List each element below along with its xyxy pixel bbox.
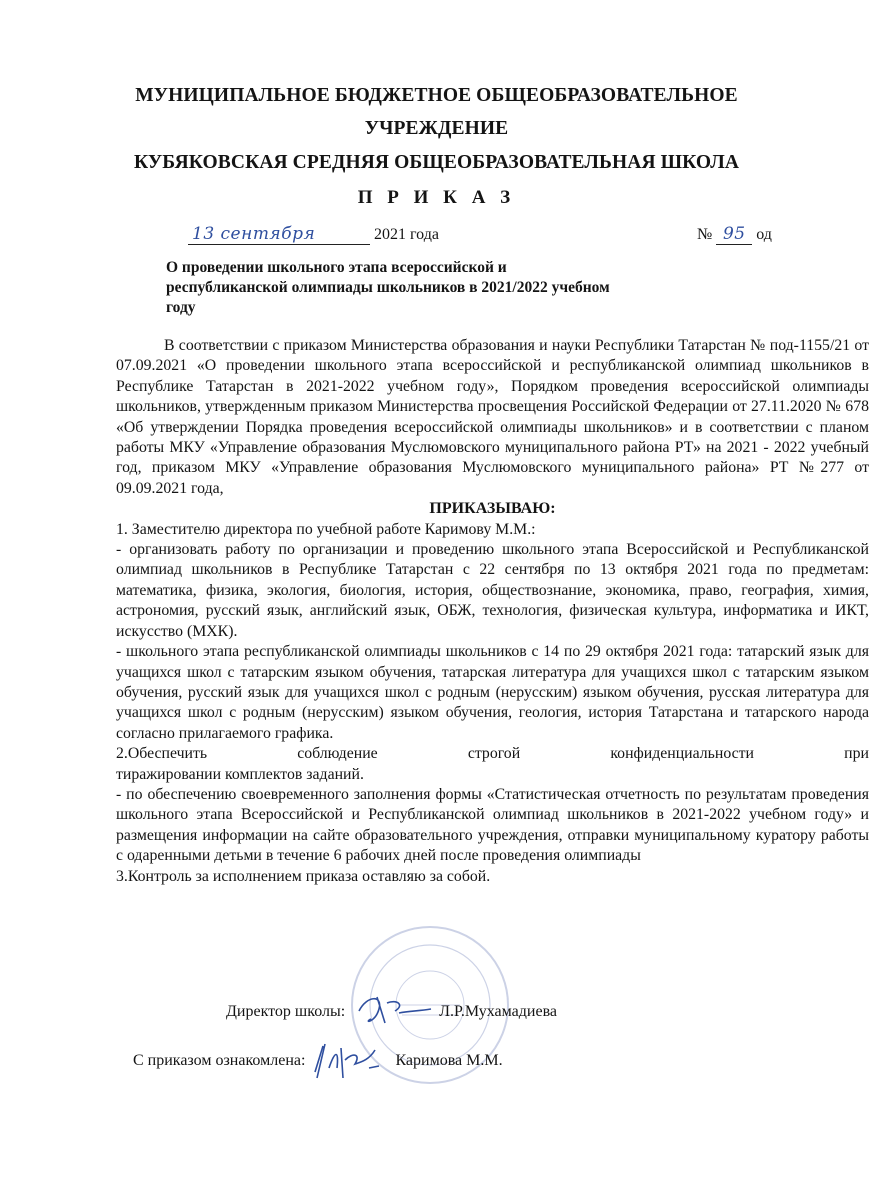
director-label: Директор школы: [226,1003,346,1020]
handwritten-signature-icon [309,1038,391,1082]
header-line-organization: МУНИЦИПАЛЬНОЕ БЮДЖЕТНОЕ ОБЩЕОБРАЗОВАТЕЛЬНОЕ [135,85,738,106]
acknowledgement-row [133,1052,503,1070]
director-name: Л.Р.Мухамадиева [439,1003,558,1020]
director-signature-row [226,1003,557,1021]
order-word: ПРИКАЗЫВАЮ: [429,500,556,518]
ack-signature [309,1052,391,1070]
ack-label: С приказом ознакомлена: [133,1052,306,1069]
handwritten-number: 95 [716,224,752,245]
handwritten-signature-icon [349,989,435,1029]
header-line-institution: УЧРЕЖДЕНИЕ [364,118,509,139]
item-3: 3.Контроль за исполнением приказа оставляю за собой. [116,867,491,885]
preamble-paragraph: В соответствии с приказом Министерства образования и науки Республики Татарстан № под-1155/21 от 07.09.2021 «О проведении школьного этапа всероссийской и республиканской олимпиад школьников в Республике Татарстан в 2021-2022 учебном году», Порядком проведения всероссийской олимпиады школьников, утвержденным приказом Министерства просвещения Российской Федерации от 27.11.2020 № 678 «Об утверждении Порядка проведения всероссийской олимпиады школьников» и в соответствии с планом работы МКУ «Управление образования Муслюмовского муниципального района РТ» на 2021 - 2022 учебный год, приказом МКУ «Управление образования Муслюмовского муниципального района» РТ №277 от 09.09.2021 года, [116,337,869,497]
number-sign: № [697,226,713,243]
header-line-school-name: КУБЯКОВСКАЯ СРЕДНЯЯ ОБЩЕОБРАЗОВАТЕЛЬНАЯ ШКОЛА [133,152,740,173]
item-2-word: строгой [467,745,521,763]
order-number [697,224,772,245]
number-suffix: од [756,226,772,243]
item-2-end: тиражировании комплектов заданий. [116,765,364,783]
item-2-word: соблюдение [297,745,378,763]
item-2-b: - по обеспечению своевременного заполнения формы «Статистическая отчетность по результатам проведения школьного этапа Всероссийской и Республиканской олимпиад школьников в 2021-2022 учебном году» и размещения информации на сайте образовательного учреждения, отправки муниципальному куратору работы с одаренными детьми в течение 6 рабочих дней после проведения олимпиады [116,785,869,865]
item-1: 1. Заместителю директора по учебной работе Каримову М.М.: [116,520,536,538]
item-2-first-line [116,744,869,764]
order-date [188,224,439,245]
item-1-b: - школьного этапа республиканской олимпиады школьников с 14 по 29 октября 2021 года: татарский язык для учащихся школ с татарским языком обучения, татарская литература для учащихся школ с татарским языком обучения, русский язык для учащихся школ с родным (нерусским) языком обучения, русская литература для учащихся школ с родным (нерусским) языком обучения, геология, история Татарстана и татарского народа согласно прилагаемого графика. [116,643,869,742]
order-body [116,336,869,887]
director-signature [349,1003,435,1021]
handwritten-date: 13 сентября [188,224,370,245]
item-2-word: 2.Обеспечить [116,745,208,763]
item-2-word: при [844,745,869,763]
order-year: 2021 года [374,226,439,243]
item-2-word: конфиденциальности [610,745,754,763]
document-type-title: П Р И К А З [357,187,516,208]
order-subject: О проведении школьного этапа всероссийской и республиканской олимпиады школьников в 2021/2022 учебном году [166,259,610,316]
item-1-a: - организовать работу по организации и проведению школьного этапа Всероссийской и Республиканской олимпиад школьников в Республике Татарстан с 22 сентября по 13 октября 2021 года по предметам: математика, физика, экология, биология, история, обществознание, экономика, право, география, химия, астрономия, русский язык, английский язык, ОБЖ, технология, физическая культура, информатика и ИКТ, искусство (МХК). [116,541,869,640]
ack-name: Каримова М.М. [395,1052,503,1069]
